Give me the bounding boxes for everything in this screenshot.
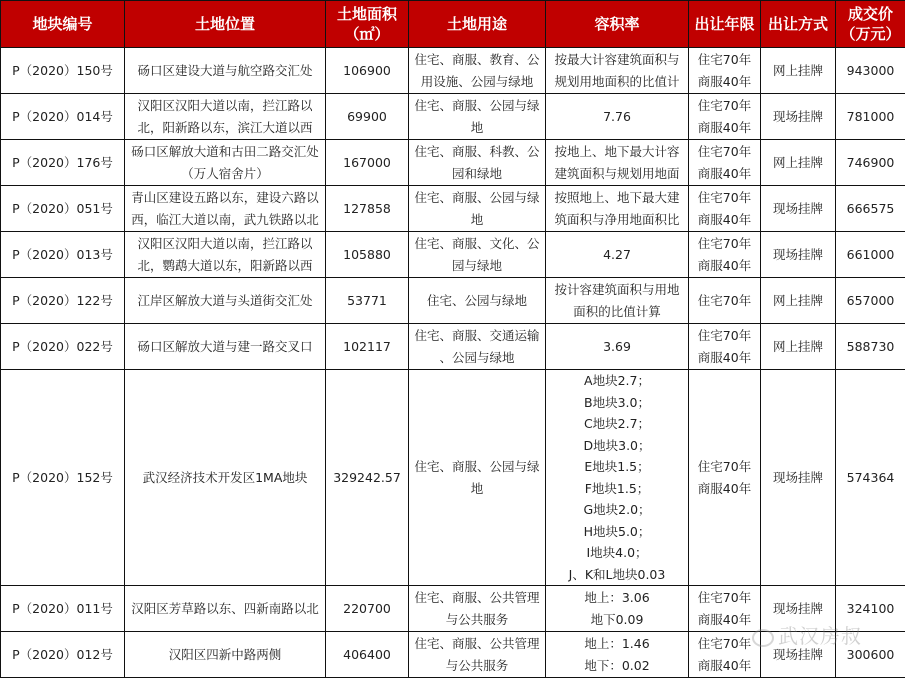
price-cell: 746900: [836, 140, 905, 186]
term-cell-line: 住宅70年: [697, 589, 752, 605]
location-cell-line: 汉阳区汉阳大道以南，拦江路以: [137, 235, 313, 251]
price-cell: 666575: [836, 186, 905, 232]
term-cell: [689, 632, 761, 678]
price-cell: 324100: [836, 586, 905, 632]
table-row: [1, 370, 905, 586]
term-cell-line: 住宅70年: [697, 51, 752, 67]
usage-cell-line: 住宅、商服、公园与绿: [414, 97, 540, 113]
location-cell-line: 北，阳新路以东，滨江大道以西: [137, 119, 313, 135]
header-area-line1: 土地面积: [336, 5, 397, 23]
plot-id-cell: P（2020）176号: [1, 140, 125, 186]
usage-cell-line: 住宅、商服、文化、公: [414, 235, 540, 251]
far-cell: [546, 94, 689, 140]
table-row: [1, 186, 905, 232]
price-cell: 657000: [836, 278, 905, 324]
term-cell-line: 住宅70年: [697, 143, 752, 159]
usage-cell-line: 园与绿地: [451, 257, 502, 273]
price-cell: 300600: [836, 632, 905, 678]
location-cell-line: 砀口区解放大道与建一路交叉口: [137, 338, 313, 354]
location-cell: [125, 586, 326, 632]
far-cell: [546, 278, 689, 324]
term-cell-line: 住宅70年: [697, 458, 752, 474]
watermark-text: 武汉房叔: [778, 624, 862, 648]
usage-cell-line: 、公园与绿地: [439, 349, 515, 365]
header-area: [326, 1, 409, 48]
plot-id-cell: P（2020）014号: [1, 94, 125, 140]
method-cell: 现场挂牌: [761, 632, 836, 678]
method-cell: 网上挂牌: [761, 140, 836, 186]
location-cell: [125, 186, 326, 232]
usage-cell: [409, 324, 546, 370]
term-cell-line: 商服40年: [697, 349, 752, 365]
table-row: [1, 48, 905, 94]
term-cell-line: 商服40年: [697, 657, 752, 673]
far-cell: [546, 232, 689, 278]
far-cell-line: H地块5.0；: [583, 523, 651, 539]
area-cell: 329242.57: [326, 370, 409, 586]
plot-id-cell: P（2020）012号: [1, 632, 125, 678]
price-cell: 574364: [836, 370, 905, 586]
term-cell: [689, 324, 761, 370]
usage-cell-line: 住宅、商服、交通运输: [414, 327, 540, 343]
location-cell: [125, 48, 326, 94]
area-cell: 127858: [326, 186, 409, 232]
plot-id-cell: P（2020）051号: [1, 186, 125, 232]
usage-cell: [409, 186, 546, 232]
term-cell-line: 商服40年: [697, 165, 752, 181]
location-cell-line: 汉阳区汉阳大道以南，拦江路以: [137, 97, 313, 113]
header-far: 容积率: [546, 1, 689, 48]
term-cell: [689, 140, 761, 186]
header-area-line2: （㎡）: [344, 25, 390, 43]
price-cell: 943000: [836, 48, 905, 94]
usage-cell-line: 地: [470, 211, 484, 227]
usage-cell-line: 住宅、商服、科教、公: [414, 143, 540, 159]
area-cell: 106900: [326, 48, 409, 94]
far-cell-line: 筑面积与净用地面积比: [554, 211, 680, 227]
table-row: [1, 232, 905, 278]
term-cell: [689, 186, 761, 232]
location-cell-line: 汉阳区四新中路两侧: [168, 646, 282, 662]
far-cell-line: J、K和L地块0.03: [568, 566, 666, 582]
header-term: 出让年限: [689, 1, 761, 48]
term-cell: [689, 278, 761, 324]
header-price-line2: （万元）: [840, 25, 901, 43]
table-row: [1, 278, 905, 324]
far-cell-line: D地块3.0；: [583, 437, 651, 453]
location-cell: [125, 94, 326, 140]
location-cell-line: 汉阳区芳草路以东、四新南路以北: [131, 600, 319, 616]
term-cell: [689, 94, 761, 140]
table-row: [1, 632, 905, 678]
far-cell-line: 地下0.09: [590, 611, 644, 627]
usage-cell-line: 住宅、商服、公园与绿: [414, 189, 540, 205]
term-cell: [689, 370, 761, 586]
method-cell: 网上挂牌: [761, 48, 836, 94]
table-row: [1, 324, 905, 370]
usage-cell-line: 与公共服务: [445, 611, 509, 627]
far-cell-line: C地块2.7；: [583, 416, 651, 431]
usage-cell-line: 住宅、公园与绿地: [426, 292, 527, 308]
usage-cell: [409, 370, 546, 586]
far-cell-line: A地块2.7；: [584, 373, 650, 388]
plot-id-cell: P（2020）150号: [1, 48, 125, 94]
table-row: [1, 586, 905, 632]
far-cell: [546, 632, 689, 678]
far-cell-line: 地下：0.02: [584, 657, 650, 673]
location-cell-line: 砀口区解放大道和古田二路交汇处: [131, 143, 319, 159]
header-usage: 土地用途: [409, 1, 546, 48]
term-cell-line: 住宅70年: [697, 189, 752, 205]
far-cell-line: F地块1.5；: [584, 480, 650, 496]
price-cell: 588730: [836, 324, 905, 370]
price-cell: 661000: [836, 232, 905, 278]
header-price: [836, 1, 905, 48]
term-cell-line: 商服40年: [697, 480, 752, 496]
usage-cell-line: 地: [470, 119, 484, 135]
term-cell-line: 住宅70年: [697, 292, 752, 308]
location-cell-line: （万人宿舍片）: [181, 165, 269, 181]
far-cell-line: G地块2.0；: [583, 502, 651, 517]
far-cell-line: E地块1.5；: [584, 459, 650, 474]
term-cell-line: 住宅70年: [697, 97, 752, 113]
term-cell-line: 住宅70年: [697, 327, 752, 343]
area-cell: 406400: [326, 632, 409, 678]
method-cell: 现场挂牌: [761, 186, 836, 232]
term-cell-line: 住宅70年: [697, 235, 752, 251]
location-cell: [125, 140, 326, 186]
far-cell-line: 7.76: [603, 108, 631, 124]
header-price-line1: 成交价: [847, 5, 893, 23]
usage-cell-line: 地: [470, 480, 484, 496]
location-cell-line: 武汉经济技术开发区1MA地块: [142, 469, 308, 485]
method-cell: 现场挂牌: [761, 94, 836, 140]
usage-cell: [409, 140, 546, 186]
far-cell-line: 面积的比值计算: [573, 303, 661, 319]
location-cell-line: 江岸区解放大道与头道街交汇处: [137, 292, 313, 308]
location-cell-line: 砀口区建设大道与航空路交汇处: [137, 62, 313, 78]
plot-id-cell: P（2020）011号: [1, 586, 125, 632]
area-cell: 69900: [326, 94, 409, 140]
method-cell: 现场挂牌: [761, 370, 836, 586]
location-cell: [125, 232, 326, 278]
header-location: 土地位置: [125, 1, 326, 48]
term-cell: [689, 586, 761, 632]
method-cell: 现场挂牌: [761, 586, 836, 632]
area-cell: 220700: [326, 586, 409, 632]
far-cell: [546, 140, 689, 186]
term-cell-line: 商服40年: [697, 611, 752, 627]
usage-cell: [409, 586, 546, 632]
usage-cell: [409, 632, 546, 678]
header-plot-id: 地块编号: [1, 1, 125, 48]
location-cell: [125, 370, 326, 586]
far-cell-line: 3.69: [603, 338, 631, 354]
area-cell: 53771: [326, 278, 409, 324]
usage-cell-line: 与公共服务: [445, 657, 509, 673]
term-cell: [689, 48, 761, 94]
method-cell: 现场挂牌: [761, 232, 836, 278]
usage-cell-line: 住宅、商服、公共管理: [414, 635, 540, 651]
plot-id-cell: P（2020）022号: [1, 324, 125, 370]
usage-cell: [409, 48, 546, 94]
usage-cell: [409, 94, 546, 140]
location-cell: [125, 278, 326, 324]
location-cell-line: 青山区建设五路以东，建设六路以: [131, 189, 319, 205]
term-cell-line: 商服40年: [697, 119, 752, 135]
plot-id-cell: P（2020）013号: [1, 232, 125, 278]
term-cell-line: 商服40年: [697, 211, 752, 227]
far-cell-line: 4.27: [603, 246, 631, 262]
far-cell-line: 按照地上、地下最大建: [554, 189, 680, 205]
table-row: [1, 140, 905, 186]
usage-cell-line: 住宅、商服、教育、公: [414, 51, 540, 67]
far-cell-line: 地上：1.46: [584, 635, 650, 651]
term-cell-line: 商服40年: [697, 257, 752, 273]
location-cell-line: 西，临江大道以南，武九铁路以北: [131, 211, 319, 227]
far-cell-line: 按最大计容建筑面积与: [554, 51, 680, 67]
term-cell-line: 住宅70年: [697, 635, 752, 651]
far-cell-line: I地块4.0；: [586, 545, 648, 560]
location-cell: [125, 324, 326, 370]
term-cell-line: 商服40年: [697, 73, 752, 89]
far-cell-line: 规划用地面积的比值计: [554, 73, 680, 89]
far-cell: [546, 48, 689, 94]
far-cell: [546, 324, 689, 370]
header-row: [1, 1, 905, 48]
usage-cell-line: 园和绿地: [451, 165, 502, 181]
area-cell: 167000: [326, 140, 409, 186]
plot-id-cell: P（2020）152号: [1, 370, 125, 586]
location-cell-line: 北，鹦鹉大道以东，阳新路以西: [137, 257, 313, 273]
usage-cell: [409, 232, 546, 278]
plot-id-cell: P（2020）122号: [1, 278, 125, 324]
far-cell-line: 建筑面积与规划用地面: [554, 165, 680, 181]
far-cell: [546, 186, 689, 232]
method-cell: 网上挂牌: [761, 278, 836, 324]
price-cell: 781000: [836, 94, 905, 140]
area-cell: 102117: [326, 324, 409, 370]
usage-cell: [409, 278, 546, 324]
location-cell: [125, 632, 326, 678]
method-cell: 网上挂牌: [761, 324, 836, 370]
usage-cell-line: 住宅、商服、公共管理: [414, 589, 540, 605]
far-cell: [546, 370, 689, 586]
usage-cell-line: 住宅、商服、公园与绿: [414, 458, 540, 474]
header-method: 出让方式: [761, 1, 836, 48]
term-cell: [689, 232, 761, 278]
far-cell: [546, 586, 689, 632]
far-cell-line: B地块3.0；: [584, 394, 650, 410]
table-row: [1, 94, 905, 140]
usage-cell-line: 用设施、公园与绿地: [420, 73, 534, 89]
far-cell-line: 按计容建筑面积与用地: [554, 281, 680, 297]
far-cell-line: 地上：3.06: [584, 589, 650, 605]
far-cell-line: 按地上、地下最大计容: [554, 143, 680, 159]
area-cell: 105880: [326, 232, 409, 278]
